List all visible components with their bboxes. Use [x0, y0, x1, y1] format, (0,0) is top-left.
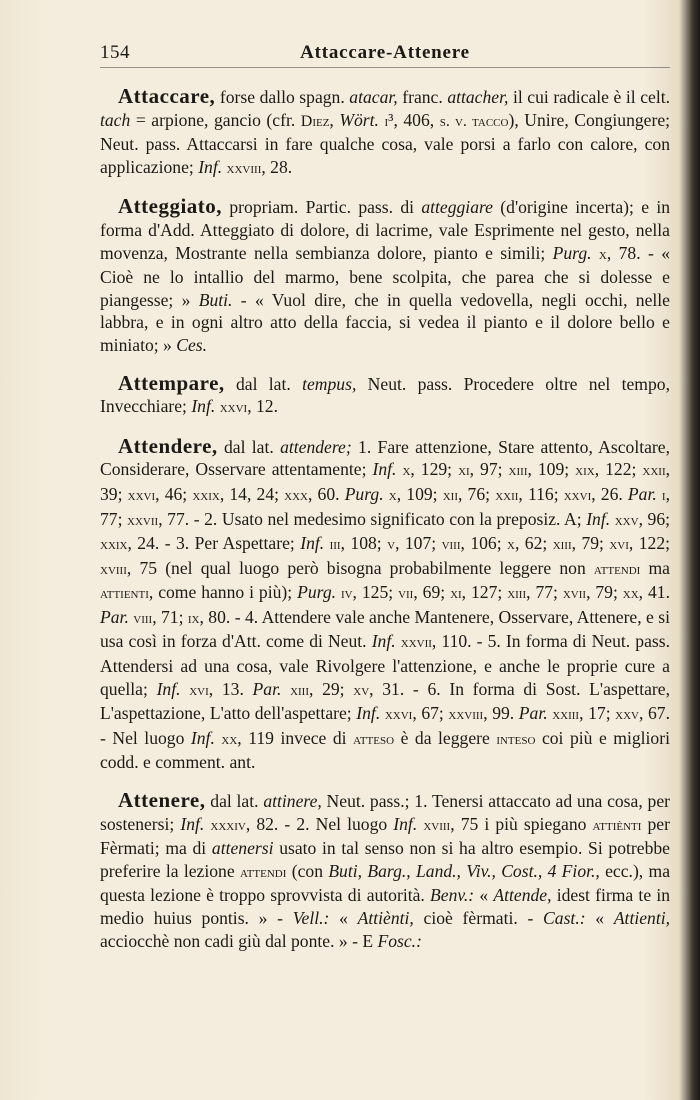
small-caps-run: v	[387, 536, 396, 554]
text-run: , 17;	[579, 703, 616, 724]
text-run: ³, 406,	[388, 109, 440, 130]
italic-run: tach	[100, 109, 131, 130]
small-caps-run: xxii	[495, 486, 519, 504]
text-run: , 96;	[638, 508, 670, 529]
text-run: (con	[286, 860, 329, 881]
small-caps-run: xii	[442, 486, 458, 504]
small-caps-run: xxiii	[552, 706, 580, 724]
small-caps-run: xiii	[508, 462, 528, 480]
italic-run: tempus,	[302, 373, 357, 394]
text-run: , 79;	[586, 582, 623, 603]
small-caps-run: xvii	[562, 585, 587, 603]
text-run: per Fèrmati; ma di	[100, 813, 670, 859]
text-run: , 97;	[469, 459, 509, 480]
text-run: coi più e migliori codd. e comment. ant.	[100, 727, 670, 773]
small-caps-run: viii	[441, 536, 461, 554]
text-run: cioè fèrmati. -	[413, 908, 544, 928]
text-run: , 77;	[526, 582, 563, 603]
italic-run: Inf.	[300, 533, 325, 554]
text-run: , 99.	[483, 703, 519, 724]
small-caps-run: xiii	[290, 681, 309, 699]
small-caps-run: xxvi	[563, 486, 592, 504]
text-run: forse dallo spagn.	[215, 87, 350, 107]
text-run: , 122;	[594, 459, 643, 480]
text-run: , 60.	[308, 483, 345, 504]
text-run: , 67;	[412, 703, 449, 724]
text-run: , 106;	[460, 533, 508, 554]
italic-run: Inf.	[198, 156, 223, 177]
italic-run: Benv.:	[430, 885, 475, 906]
text-run: , 77. - 2. Usato nel medesimo significato con la preposiz. A;	[158, 508, 587, 529]
text-run: «	[474, 885, 494, 906]
headword: Attenere,	[118, 788, 206, 813]
small-caps-run: xxvi	[219, 399, 248, 417]
text-run: , 13.	[208, 678, 253, 699]
italic-run: attendere;	[280, 436, 352, 457]
entry-attendere	[100, 435, 670, 774]
text-run: Neut. pass. Procedere oltre nel tempo, Invecchiare;	[100, 373, 670, 417]
text-run: ma	[640, 557, 670, 578]
text-run: è da leggere	[394, 727, 497, 748]
entry-attaccare	[100, 85, 670, 180]
italic-run: Purg.	[344, 483, 384, 504]
small-caps-run: attendi	[593, 560, 641, 578]
small-caps-run: xxx	[284, 486, 308, 504]
text-run: propriam. Partic. pass. di	[222, 197, 422, 218]
italic-run: Inf.	[356, 703, 381, 724]
small-caps-run: xxvii	[400, 634, 432, 652]
small-caps-run: xx	[221, 730, 238, 748]
small-caps-run: xvi	[609, 536, 629, 554]
small-caps-run: xxv	[614, 511, 639, 529]
italic-run: Inf.	[393, 813, 418, 834]
text-run: , 46;	[155, 483, 193, 504]
small-caps-run: xiii	[552, 536, 572, 554]
italic-run: Vell.:	[292, 908, 330, 928]
small-caps-run: s. v. tacco	[439, 112, 509, 130]
small-caps-run: xxix	[192, 486, 220, 504]
small-caps-run: attendi	[239, 863, 287, 881]
small-caps-run: Diez	[300, 112, 330, 130]
italic-run: attacher,	[447, 87, 509, 107]
small-caps-run: attienti	[100, 585, 149, 603]
italic-run: attinere,	[263, 791, 322, 812]
small-caps-run: iii	[329, 536, 341, 554]
italic-run: Par.	[627, 483, 657, 504]
italic-run: Buti, Barg., Land., Viv., Cost., 4 Fior.,	[328, 860, 600, 881]
text-run: , come hanno i più);	[148, 582, 298, 603]
italic-run: Par.	[252, 678, 282, 699]
text-run: ecc.), ma questa lezione è troppo sprovvista di autorità.	[100, 860, 671, 906]
italic-run: Par.	[518, 703, 548, 724]
text-run: , 122;	[628, 533, 671, 554]
small-caps-run: xi	[458, 462, 470, 480]
small-caps-run: iv	[340, 585, 353, 603]
italic-run: Cast.:	[543, 908, 586, 928]
small-caps-run: xviii	[423, 816, 451, 834]
italic-run: Inf.	[191, 396, 216, 417]
text-run: , 39;	[100, 459, 671, 504]
small-caps-run: xxxiv	[210, 816, 246, 834]
text-run: , 14, 24;	[219, 483, 285, 504]
italic-run: Attiènti,	[357, 908, 414, 928]
small-caps-run: xxii	[642, 462, 666, 480]
text-run: «	[329, 908, 358, 928]
text-run: , 24. - 3. Per Aspettare;	[127, 533, 301, 554]
text-run: dal lat.	[217, 436, 281, 457]
italic-run: Attienti,	[613, 908, 671, 928]
definition	[100, 197, 670, 355]
small-caps-run: xxix	[100, 536, 128, 554]
text-run: ,	[329, 109, 340, 130]
italic-run: attenersi	[211, 838, 274, 859]
small-caps-run: xi	[450, 585, 462, 603]
text-run	[592, 243, 599, 263]
text-run: = arpione, gancio (cfr.	[130, 109, 301, 130]
small-caps-run: vii	[398, 585, 414, 603]
italic-run: Inf.	[372, 459, 397, 480]
text-run: - « Vuol dire, che in quella vedovella, negli occhi, nelle labbra, e in ogni altro atto della faccia, si vedea il pianto e il dolore bello e miniato; »	[100, 289, 670, 355]
text-run: , 108;	[340, 533, 388, 554]
headword: Attempare,	[118, 370, 225, 395]
text-run: , 79;	[571, 533, 610, 554]
small-caps-run: viii	[133, 609, 153, 627]
text-run: dal lat.	[205, 791, 264, 812]
definition	[100, 437, 670, 773]
text-run: , 28.	[261, 156, 293, 177]
text-run: , 75 i più spiegano	[450, 813, 593, 834]
italic-run: Inf.	[586, 508, 611, 529]
text-run: usato in tal senso non si ha altro esempio. Si potrebbe preferire la lezione	[100, 838, 670, 881]
dictionary-body	[100, 85, 670, 967]
text-run: idest firma te in medio huius pontis. » -	[100, 885, 671, 928]
small-caps-run: xxvii	[127, 511, 159, 529]
text-run: , 129;	[410, 459, 459, 480]
italic-run: Ces.	[176, 334, 208, 355]
definition	[100, 791, 670, 951]
small-caps-run: x	[402, 462, 411, 480]
headword: Attendere,	[118, 433, 218, 458]
italic-run: Purg.	[552, 242, 592, 263]
text-run: «	[585, 908, 614, 928]
small-caps-run: xxv	[615, 706, 640, 724]
italic-run: Inf.	[156, 678, 181, 699]
small-caps-run: xvi	[189, 681, 209, 699]
small-caps-run: x	[388, 486, 397, 504]
text-run: , 67. - Nel luogo	[100, 703, 670, 748]
text-run: , 82. - 2. Nel luogo	[245, 813, 394, 834]
italic-run: atacar,	[349, 87, 398, 107]
small-caps-run: xxviii	[448, 706, 484, 724]
entry-attenere	[100, 789, 670, 952]
headword: Attaccare,	[118, 84, 216, 108]
text-run: , 77;	[100, 483, 670, 529]
italic-run: Par.	[100, 606, 129, 627]
text-run: , 119 invece di	[237, 727, 354, 748]
text-run: franc.	[397, 87, 448, 107]
small-caps-run: attiènti	[592, 816, 642, 834]
text-run: 1. Fare attenzione, Stare attento, Ascoltare, Considerare, Osservare attentamente;	[100, 436, 670, 480]
italic-run: atteggiare	[421, 197, 493, 218]
text-run: , 116;	[518, 483, 564, 504]
text-run: , 26.	[591, 483, 628, 504]
text-run: , 12.	[247, 396, 278, 417]
text-run: il cui radicale è il celt.	[508, 87, 670, 107]
small-caps-run: xv	[353, 681, 370, 699]
entry-atteggiato	[100, 195, 670, 356]
small-caps-run: i	[384, 112, 389, 130]
text-run: , 31. - 6. In forma di Sost. L'aspettare, L'aspettazione, L'atto dell'aspettare;	[100, 678, 670, 724]
text-run: , 125;	[352, 582, 399, 603]
text-run: Neut. pass.; 1. Tenersi attaccato ad una cosa, per sostenersi;	[100, 791, 670, 834]
text-run: , 75 (nel qual luogo però bisogna probabilmente leggere non	[126, 557, 594, 578]
text-run: , 41.	[638, 582, 670, 603]
small-caps-run: xxviii	[226, 159, 262, 177]
small-caps-run: i	[661, 486, 666, 504]
entry-attempare	[100, 372, 670, 420]
text-run: , 110. - 5. In forma di Neut. pass. Attendersi ad una cosa, vale Rivolgere l'attenzione, e anche le proprie cure a quella;	[100, 631, 670, 699]
page-header	[100, 40, 670, 68]
text-run: , 76;	[458, 483, 496, 504]
small-caps-run: xx	[622, 585, 639, 603]
small-caps-run: xxvi	[127, 486, 156, 504]
small-caps-run: ix	[187, 609, 200, 627]
text-run: , 62;	[514, 533, 553, 554]
small-caps-run: xxvi	[384, 706, 413, 724]
headword: Atteggiato,	[118, 194, 223, 219]
small-caps-run: atteso	[353, 730, 395, 748]
text-run: ), Unire, Congiungere; Neut. pass. Attaccarsi in fare qualche cosa, vale porsi a farlo con calore, con applicazione;	[100, 109, 671, 177]
small-caps-run: inteso	[496, 730, 536, 748]
italic-run: Buti.	[198, 289, 233, 310]
small-caps-run: x	[507, 536, 515, 554]
italic-run: Attende,	[493, 885, 552, 906]
text-run: , 71;	[152, 606, 188, 627]
small-caps-run: x	[598, 245, 607, 263]
header-rule	[100, 67, 670, 68]
text-run	[281, 679, 290, 699]
text-run: , 109;	[396, 483, 443, 504]
text-run: , 127;	[461, 582, 508, 603]
italic-run: Fosc.:	[377, 930, 422, 951]
text-run: , 109;	[527, 459, 576, 480]
italic-run: Inf.	[180, 813, 205, 834]
page-number: 154	[100, 42, 130, 63]
text-run: , 69;	[413, 582, 451, 603]
italic-run: Purg.	[297, 582, 337, 603]
italic-run: Inf.	[190, 727, 215, 748]
small-caps-run: xviii	[100, 560, 127, 578]
italic-run: Wört.	[339, 109, 379, 130]
running-title: Attaccare-Attenere	[300, 42, 470, 63]
small-caps-run: xix	[575, 462, 595, 480]
small-caps-run: xiii	[507, 585, 527, 603]
italic-run: Inf.	[371, 631, 396, 652]
text-run: acciocchè non cadi giù dal ponte. » - E	[100, 930, 378, 951]
text-run: , 80. - 4. Attendere vale anche Mantenere, Osservare, Attenere, e si usa così in forza d'Att. come di Neut.	[100, 606, 670, 652]
text-run: (d'origine incerta); e in forma d'Add. Atteggiato di dolore, di lacrime, vale Esprimente nel gesto, nella movenza, Mostrante nella sembianza dolore, pianto e simili;	[100, 197, 670, 263]
text-run	[181, 679, 190, 699]
text-run: , 78. - « Cioè ne lo intallio del marmo, bene scolpita, che parea che si dolesse e piangesse; »	[100, 242, 670, 310]
text-run: , 29;	[309, 678, 354, 699]
text-run: , 107;	[395, 533, 442, 554]
text-run: dal lat.	[224, 373, 303, 394]
